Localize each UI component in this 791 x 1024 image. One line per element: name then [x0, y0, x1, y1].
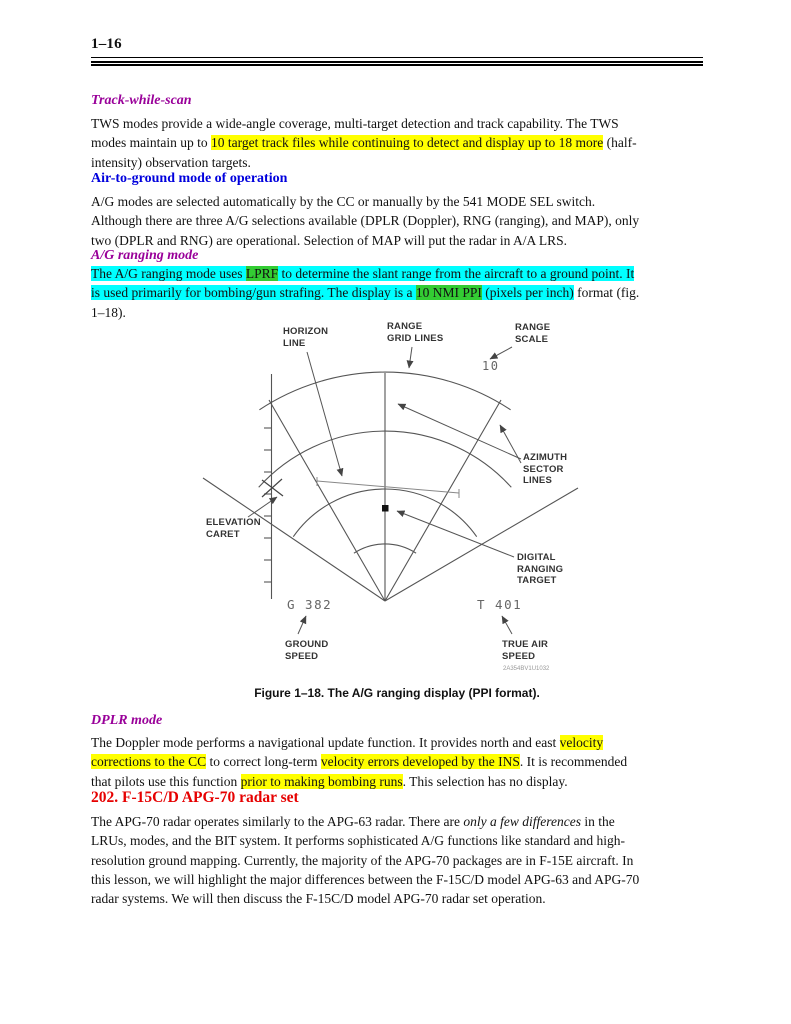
text-line: that pilots use this function prior to making bombing runs. This selection has no display. [91, 773, 568, 789]
text-line: modes maintain up to 10 target track files while continuing to detect and display up to 18 more (half- [91, 135, 637, 151]
figure-label-range-grid-lines: RANGE GRID LINES [387, 321, 444, 344]
paragraph-ag-operation [91, 192, 639, 250]
digital-ranging-target-marker [382, 505, 389, 512]
ppi-radar-diagram [180, 312, 620, 687]
elevation-caret-marker [262, 479, 283, 497]
section-heading-dplr: DPLR mode [91, 713, 163, 728]
text-line: intensity) observation targets. [91, 154, 251, 170]
paragraph-tws [91, 114, 637, 172]
text-line: is used primarily for bombing/gun strafing. The display is a 10 NMI PPI (pixels per inch) format (fig. [91, 285, 640, 301]
text-line: A/G modes are selected automatically by the CC or manually by the 541 MODE SEL switch. [91, 194, 596, 209]
section-heading-air-to-ground: Air-to-ground mode of operation [91, 171, 288, 186]
ground-speed-value: G 382 [287, 597, 333, 612]
text-line: corrections to the CC to correct long-term velocity errors developed by the INS. It is recommended [91, 754, 628, 770]
text-line: resolution ground mapping. Currently, the majority of the APG-70 packages are in F-15E aircraft. In [91, 852, 634, 868]
figure-label-horizon-line: HORIZON LINE [283, 326, 329, 349]
text-line: two (DPLR and RNG) are operational. Selection of MAP will put the radar in A/A LRS. [91, 232, 568, 248]
true-air-speed-value: T 401 [477, 597, 523, 612]
text-line: The APG-70 radar operates similarly to the APG-63 radar. There are only a few differences in the [91, 814, 615, 829]
figure-label-elevation-caret: ELEVATION CARET [206, 517, 261, 540]
section-heading-ag-ranging: A/G ranging mode [91, 248, 199, 263]
text-line: this lesson, we will highlight the major differences between the F-15C/D model APG-63 and APG-70 [91, 871, 640, 887]
section-heading-apg70: 202. F-15C/D APG-70 radar set [91, 789, 299, 806]
figure-label-ground-speed: GROUND SPEED [285, 639, 329, 662]
text-line: Although there are three A/G selections available (DPLR (Doppler), RNG (ranging), and MAP), only [91, 213, 640, 229]
figure-label-range-scale: RANGE SCALE [515, 322, 551, 345]
section-heading-track-while-scan: Track-while-scan [91, 93, 192, 108]
text-line: TWS modes provide a wide-angle coverage, multi-target detection and track capability. The TWS [91, 116, 619, 131]
header-rule-top [91, 57, 703, 58]
text-line: The A/G ranging mode uses LPRF to determine the slant range from the aircraft to a ground point. It [91, 266, 635, 281]
figure-label-digital-ranging-target: DIGITAL RANGING TARGET [517, 552, 564, 586]
figure-part-code: 2A354BV1U1032 [503, 666, 550, 672]
horizon-line-graphic [317, 477, 459, 498]
paragraph-dplr [91, 733, 627, 791]
page-number: 1–16 [91, 36, 122, 52]
header-rule-double-2 [91, 64, 703, 66]
text-line: The Doppler mode performs a navigational update function. It provides north and east velocity [91, 735, 604, 750]
text-line: 1–18). [91, 304, 126, 320]
text-line: radar systems. We will then discuss the F-15C/D model APG-70 radar set operation. [91, 891, 546, 907]
header-rule-double-1 [91, 61, 703, 63]
figure-label-true-air-speed: TRUE AIR SPEED [502, 639, 549, 662]
figure-caption: Figure 1–18. The A/G ranging display (PPI format). [254, 686, 540, 700]
text-line: LRUs, modes, and the BIT system. It performs sophisticated A/G functions like standard and high- [91, 833, 626, 849]
paragraph-apg70 [91, 812, 639, 908]
range-scale-value: 10 [482, 359, 500, 373]
figure-label-azimuth-sector-lines: AZIMUTH SECTOR LINES [523, 452, 568, 486]
